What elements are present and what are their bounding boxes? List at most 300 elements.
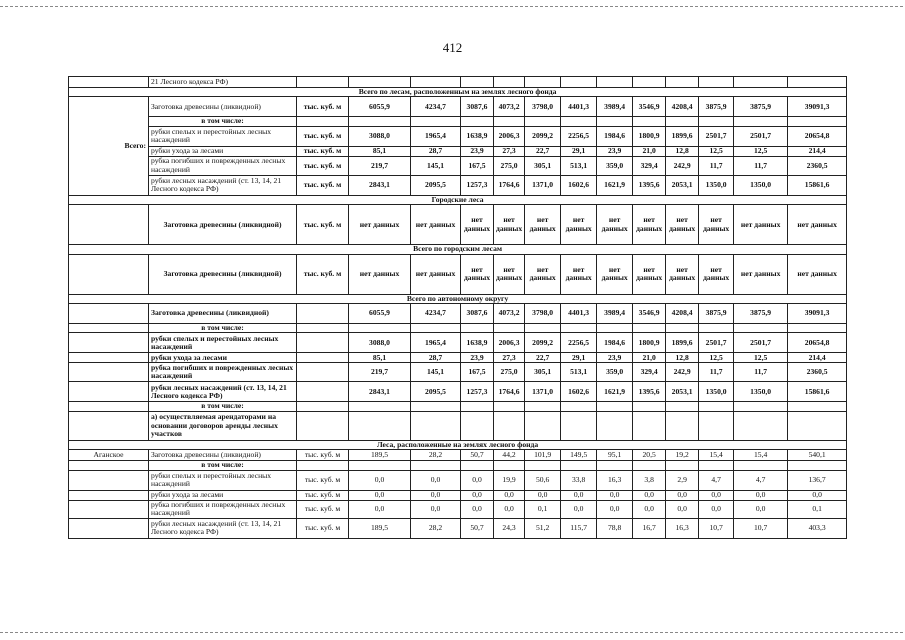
section-city-forests xyxy=(69,195,847,204)
row-harvest xyxy=(69,304,847,324)
value-cell: 4208,4 xyxy=(666,97,699,117)
empty-cell xyxy=(633,77,666,88)
value-cell: 22,7 xyxy=(525,353,561,363)
empty-cell xyxy=(69,333,149,353)
no-data-cell: нет данных xyxy=(494,254,525,294)
empty-cell xyxy=(411,77,461,88)
value-cell: 20654,8 xyxy=(788,126,847,146)
row-label: Заготовка древесины (ликвидной) xyxy=(149,205,297,245)
value-cell: 12,5 xyxy=(734,146,788,156)
empty-cell xyxy=(666,117,699,126)
empty-cell xyxy=(597,411,633,440)
value-cell: 0,0 xyxy=(699,490,734,500)
value-cell: 16,7 xyxy=(633,518,666,538)
row-label: рубка погибших и поврежденных лесных насаждений xyxy=(149,363,297,382)
empty-cell xyxy=(788,77,847,88)
forest-harvest-table-wrap xyxy=(68,76,847,539)
value-cell: 242,9 xyxy=(666,156,699,175)
empty-cell xyxy=(69,363,149,382)
value-cell: 0,0 xyxy=(788,490,847,500)
value-cell: 6055,9 xyxy=(349,304,411,324)
value-cell: 1602,6 xyxy=(561,382,597,402)
empty-cell xyxy=(734,461,788,470)
empty-cell xyxy=(525,77,561,88)
value-cell: 149,5 xyxy=(561,450,597,461)
no-data-cell: нет данных xyxy=(699,205,734,245)
value-cell: 0,0 xyxy=(349,470,411,490)
value-cell: 2,9 xyxy=(666,470,699,490)
empty-cell xyxy=(597,461,633,470)
empty-cell xyxy=(666,77,699,88)
row-label: в том числе: xyxy=(149,324,297,333)
value-cell: 19,2 xyxy=(666,450,699,461)
value-cell: 0,0 xyxy=(561,490,597,500)
value-cell: 0,0 xyxy=(349,500,411,518)
row-label: в том числе: xyxy=(149,461,297,470)
row-label: рубки ухода за лесами xyxy=(149,490,297,500)
empty-cell xyxy=(494,77,525,88)
value-cell: 24,3 xyxy=(494,518,525,538)
empty-cell xyxy=(349,117,411,126)
row-label: в том числе: xyxy=(149,402,297,411)
value-cell: 51,2 xyxy=(525,518,561,538)
empty-cell xyxy=(69,500,149,518)
section-agan-forest-title: Леса, расположенные на землях лесного фонда xyxy=(69,440,847,449)
value-cell: 4073,2 xyxy=(494,304,525,324)
value-cell: 0,1 xyxy=(788,500,847,518)
empty-cell xyxy=(699,77,734,88)
empty-cell xyxy=(69,402,149,411)
empty-cell xyxy=(788,461,847,470)
row-label: а) осуществляемая арендаторами на основании договоров аренды лесных участков xyxy=(149,411,297,440)
value-cell: 1899,6 xyxy=(666,126,699,146)
row-incl-2 xyxy=(69,402,847,411)
value-cell: 1764,6 xyxy=(494,382,525,402)
empty-cell xyxy=(666,324,699,333)
value-cell: 23,9 xyxy=(597,146,633,156)
value-cell: 275,0 xyxy=(494,363,525,382)
value-cell: 4073,2 xyxy=(494,97,525,117)
empty-cell xyxy=(297,461,349,470)
value-cell: 28,7 xyxy=(411,353,461,363)
value-cell: 3087,6 xyxy=(461,97,494,117)
value-cell: 0,0 xyxy=(666,500,699,518)
value-cell: 11,7 xyxy=(699,156,734,175)
value-cell: 16,3 xyxy=(666,518,699,538)
value-cell: 513,1 xyxy=(561,156,597,175)
empty-cell xyxy=(561,117,597,126)
row-care xyxy=(69,353,847,363)
empty-cell xyxy=(699,411,734,440)
value-cell: 0,1 xyxy=(525,500,561,518)
value-cell: 403,3 xyxy=(788,518,847,538)
value-cell: 2053,1 xyxy=(666,382,699,402)
value-cell: 22,7 xyxy=(525,146,561,156)
empty-cell xyxy=(297,77,349,88)
value-cell: 1638,9 xyxy=(461,126,494,146)
empty-cell xyxy=(349,402,411,411)
empty-cell xyxy=(297,382,349,402)
empty-cell xyxy=(494,461,525,470)
value-cell: 3088,0 xyxy=(349,333,411,353)
empty-cell xyxy=(597,402,633,411)
value-cell: 2256,5 xyxy=(561,333,597,353)
empty-cell xyxy=(699,461,734,470)
empty-cell xyxy=(69,353,149,363)
value-cell: 0,0 xyxy=(461,500,494,518)
value-cell: 359,0 xyxy=(597,156,633,175)
value-cell: 3088,0 xyxy=(349,126,411,146)
empty-cell xyxy=(297,411,349,440)
value-cell: 78,8 xyxy=(597,518,633,538)
row-label: рубки спелых и перестойных лесных насаждений xyxy=(149,333,297,353)
no-data-cell: нет данных xyxy=(561,254,597,294)
value-cell: 1395,6 xyxy=(633,175,666,195)
value-cell: 3989,4 xyxy=(597,304,633,324)
value-cell: 1257,3 xyxy=(461,175,494,195)
row-label: рубки спелых и перестойных лесных насаждений xyxy=(149,126,297,146)
value-cell: 0,0 xyxy=(494,500,525,518)
value-cell: 95,1 xyxy=(597,450,633,461)
value-cell: 1371,0 xyxy=(525,175,561,195)
value-cell: 2053,1 xyxy=(666,175,699,195)
value-cell: 2256,5 xyxy=(561,126,597,146)
row-incl xyxy=(69,324,847,333)
value-cell: 23,9 xyxy=(461,353,494,363)
empty-cell xyxy=(494,117,525,126)
empty-cell xyxy=(734,117,788,126)
empty-cell xyxy=(411,411,461,440)
value-cell: 1984,6 xyxy=(597,333,633,353)
value-cell: 2360,5 xyxy=(788,363,847,382)
value-cell: 12,5 xyxy=(699,353,734,363)
row-incl xyxy=(69,461,847,470)
no-data-cell: нет данных xyxy=(411,205,461,245)
row-label: Заготовка древесины (ликвидной) xyxy=(149,304,297,324)
empty-cell xyxy=(69,304,149,324)
unit-cell: тыс. куб. м xyxy=(297,126,349,146)
empty-cell xyxy=(461,324,494,333)
value-cell: 12,5 xyxy=(734,353,788,363)
value-cell: 11,7 xyxy=(734,156,788,175)
empty-cell xyxy=(633,117,666,126)
value-cell: 101,9 xyxy=(525,450,561,461)
value-cell: 1350,0 xyxy=(699,175,734,195)
empty-cell xyxy=(699,117,734,126)
value-cell: 513,1 xyxy=(561,363,597,382)
empty-cell xyxy=(734,77,788,88)
value-cell: 12,8 xyxy=(666,146,699,156)
empty-cell xyxy=(349,77,411,88)
row-city-total-harvest xyxy=(69,254,847,294)
no-data-cell: нет данных xyxy=(734,254,788,294)
empty-cell xyxy=(411,461,461,470)
value-cell: 0,0 xyxy=(411,500,461,518)
value-cell: 189,5 xyxy=(349,450,411,461)
row-mature xyxy=(69,333,847,353)
no-data-cell: нет данных xyxy=(525,205,561,245)
value-cell: 4401,3 xyxy=(561,97,597,117)
unit-cell: тыс. куб. м xyxy=(297,146,349,156)
value-cell: 1899,6 xyxy=(666,333,699,353)
value-cell: 167,5 xyxy=(461,156,494,175)
no-data-cell: нет данных xyxy=(411,254,461,294)
value-cell: 28,2 xyxy=(411,450,461,461)
value-cell: 6055,9 xyxy=(349,97,411,117)
row-label: Заготовка древесины (ликвидной) xyxy=(149,97,297,117)
value-cell: 23,9 xyxy=(597,353,633,363)
value-cell: 15,4 xyxy=(734,450,788,461)
value-cell: 2843,1 xyxy=(349,382,411,402)
empty-cell xyxy=(69,77,149,88)
value-cell: 33,8 xyxy=(561,470,597,490)
empty-cell xyxy=(297,117,349,126)
value-cell: 39091,3 xyxy=(788,304,847,324)
empty-cell xyxy=(633,324,666,333)
value-cell: 12,5 xyxy=(699,146,734,156)
value-cell: 305,1 xyxy=(525,363,561,382)
value-cell: 16,3 xyxy=(597,470,633,490)
no-data-cell: нет данных xyxy=(561,205,597,245)
value-cell: 1965,4 xyxy=(411,126,461,146)
value-cell: 39091,3 xyxy=(788,97,847,117)
value-cell: 145,1 xyxy=(411,363,461,382)
value-cell: 189,5 xyxy=(349,518,411,538)
section-city-total-title: Всего по городским лесам xyxy=(69,245,847,254)
value-cell: 3798,0 xyxy=(525,304,561,324)
section-agan-forest xyxy=(69,440,847,449)
no-data-cell: нет данных xyxy=(461,205,494,245)
empty-cell xyxy=(597,117,633,126)
unit-cell: тыс. куб. м xyxy=(297,490,349,500)
unit-cell: тыс. куб. м xyxy=(297,500,349,518)
row-incl xyxy=(69,117,847,126)
value-cell: 50,7 xyxy=(461,450,494,461)
row-damaged xyxy=(69,500,847,518)
value-cell: 4234,7 xyxy=(411,304,461,324)
value-cell: 0,0 xyxy=(411,490,461,500)
value-cell: 359,0 xyxy=(597,363,633,382)
empty-cell xyxy=(411,402,461,411)
value-cell: 1350,0 xyxy=(734,175,788,195)
value-cell: 44,2 xyxy=(494,450,525,461)
section-all-forest-title: Всего по лесам, расположенным на землях лесного фонда xyxy=(69,88,847,97)
value-cell: 0,0 xyxy=(633,500,666,518)
row-harvest xyxy=(69,450,847,461)
row-label: Заготовка древесины (ликвидной) xyxy=(149,254,297,294)
value-cell: 0,0 xyxy=(525,490,561,500)
empty-cell xyxy=(297,304,349,324)
value-cell: 0,0 xyxy=(461,490,494,500)
empty-cell xyxy=(349,324,411,333)
value-cell: 305,1 xyxy=(525,156,561,175)
value-cell: 27,3 xyxy=(494,146,525,156)
region-label: Всего: xyxy=(69,97,149,195)
empty-cell xyxy=(525,402,561,411)
value-cell: 214,4 xyxy=(788,353,847,363)
value-cell: 1621,9 xyxy=(597,175,633,195)
empty-cell xyxy=(525,411,561,440)
value-cell: 20,5 xyxy=(633,450,666,461)
value-cell: 1984,6 xyxy=(597,126,633,146)
empty-cell xyxy=(494,324,525,333)
value-cell: 0,0 xyxy=(349,490,411,500)
value-cell: 0,0 xyxy=(494,490,525,500)
empty-cell xyxy=(597,77,633,88)
value-cell: 214,4 xyxy=(788,146,847,156)
no-data-cell: нет данных xyxy=(597,254,633,294)
empty-cell xyxy=(597,324,633,333)
value-cell: 3875,9 xyxy=(699,97,734,117)
row-tenants xyxy=(69,411,847,440)
empty-cell xyxy=(297,333,349,353)
value-cell: 0,0 xyxy=(597,490,633,500)
value-cell: 329,4 xyxy=(633,156,666,175)
value-cell: 11,7 xyxy=(734,363,788,382)
value-cell: 2099,2 xyxy=(525,333,561,353)
row-label: рубки лесных насаждений (ст. 13, 14, 21 Лесного кодекса РФ) xyxy=(149,175,297,195)
empty-cell xyxy=(69,470,149,490)
value-cell: 12,8 xyxy=(666,353,699,363)
value-cell: 4,7 xyxy=(734,470,788,490)
row-label: рубки ухода за лесами xyxy=(149,146,297,156)
value-cell: 145,1 xyxy=(411,156,461,175)
empty-cell xyxy=(69,254,149,294)
empty-cell xyxy=(561,324,597,333)
row-harvest xyxy=(69,97,847,117)
value-cell: 15861,6 xyxy=(788,175,847,195)
value-cell: 1764,6 xyxy=(494,175,525,195)
value-cell: 1800,9 xyxy=(633,126,666,146)
empty-cell xyxy=(349,461,411,470)
value-cell: 27,3 xyxy=(494,353,525,363)
unit-cell: тыс. куб. м xyxy=(297,518,349,538)
empty-cell xyxy=(699,402,734,411)
value-cell: 136,7 xyxy=(788,470,847,490)
value-cell: 10,7 xyxy=(699,518,734,538)
row-care xyxy=(69,146,847,156)
value-cell: 219,7 xyxy=(349,363,411,382)
empty-cell xyxy=(69,324,149,333)
value-cell: 1257,3 xyxy=(461,382,494,402)
value-cell: 0,0 xyxy=(561,500,597,518)
no-data-cell: нет данных xyxy=(666,205,699,245)
empty-cell xyxy=(734,411,788,440)
value-cell: 29,1 xyxy=(561,146,597,156)
empty-cell xyxy=(561,461,597,470)
value-cell: 23,9 xyxy=(461,146,494,156)
value-cell: 3798,0 xyxy=(525,97,561,117)
forest-harvest-table xyxy=(68,76,847,539)
empty-cell xyxy=(349,411,411,440)
value-cell: 10,7 xyxy=(734,518,788,538)
value-cell: 4208,4 xyxy=(666,304,699,324)
value-cell: 0,0 xyxy=(597,500,633,518)
empty-cell xyxy=(525,461,561,470)
value-cell: 219,7 xyxy=(349,156,411,175)
scan-edge-top xyxy=(0,6,905,7)
row-city-harvest xyxy=(69,205,847,245)
unit-cell: тыс. куб. м xyxy=(297,470,349,490)
value-cell: 29,1 xyxy=(561,353,597,363)
value-cell: 4234,7 xyxy=(411,97,461,117)
value-cell: 329,4 xyxy=(633,363,666,382)
empty-cell xyxy=(297,402,349,411)
empty-cell xyxy=(734,402,788,411)
value-cell: 3546,9 xyxy=(633,304,666,324)
value-cell: 3875,9 xyxy=(734,97,788,117)
empty-cell xyxy=(69,382,149,402)
page-number: 412 xyxy=(442,40,463,55)
empty-cell xyxy=(461,461,494,470)
unit-cell: тыс. куб. м xyxy=(297,97,349,117)
value-cell: 1621,9 xyxy=(597,382,633,402)
unit-cell: тыс. куб. м xyxy=(297,156,349,175)
scan-edge-bottom xyxy=(0,632,905,633)
table-body xyxy=(69,77,847,539)
empty-cell xyxy=(788,411,847,440)
value-cell: 1602,6 xyxy=(561,175,597,195)
value-cell: 21,0 xyxy=(633,146,666,156)
empty-cell xyxy=(788,324,847,333)
no-data-cell: нет данных xyxy=(666,254,699,294)
row-art-13-14-21 xyxy=(69,518,847,538)
empty-cell xyxy=(633,411,666,440)
section-city-forests-title: Городские леса xyxy=(69,195,847,204)
row-label: в том числе: xyxy=(149,117,297,126)
no-data-cell: нет данных xyxy=(788,254,847,294)
empty-cell xyxy=(699,324,734,333)
no-data-cell: нет данных xyxy=(349,205,411,245)
value-cell: 11,7 xyxy=(699,363,734,382)
no-data-cell: нет данных xyxy=(494,205,525,245)
section-city-total xyxy=(69,245,847,254)
value-cell: 4401,3 xyxy=(561,304,597,324)
empty-cell xyxy=(297,324,349,333)
unit-cell: тыс. куб. м xyxy=(297,205,349,245)
row-label: рубка погибших и поврежденных лесных насаждений xyxy=(149,156,297,175)
value-cell: 115,7 xyxy=(561,518,597,538)
empty-cell xyxy=(494,402,525,411)
row-mature xyxy=(69,470,847,490)
row-label: Заготовка древесины (ликвидной) xyxy=(149,450,297,461)
value-cell: 1638,9 xyxy=(461,333,494,353)
no-data-cell: нет данных xyxy=(525,254,561,294)
empty-cell xyxy=(461,77,494,88)
value-cell: 21,0 xyxy=(633,353,666,363)
region-label: Аганское xyxy=(69,450,149,461)
no-data-cell: нет данных xyxy=(788,205,847,245)
empty-cell xyxy=(494,411,525,440)
row-art-13-14-21 xyxy=(69,175,847,195)
value-cell: 28,7 xyxy=(411,146,461,156)
empty-cell xyxy=(69,411,149,440)
empty-cell xyxy=(69,490,149,500)
value-cell: 1350,0 xyxy=(734,382,788,402)
empty-cell xyxy=(788,402,847,411)
value-cell: 1965,4 xyxy=(411,333,461,353)
empty-cell xyxy=(788,117,847,126)
empty-cell xyxy=(525,324,561,333)
value-cell: 540,1 xyxy=(788,450,847,461)
value-cell: 1350,0 xyxy=(699,382,734,402)
empty-cell xyxy=(561,411,597,440)
no-data-cell: нет данных xyxy=(597,205,633,245)
row-label: рубки лесных насаждений (ст. 13, 14, 21 Лесного кодекса РФ) xyxy=(149,518,297,538)
empty-cell xyxy=(633,402,666,411)
value-cell: 1371,0 xyxy=(525,382,561,402)
no-data-cell: нет данных xyxy=(699,254,734,294)
